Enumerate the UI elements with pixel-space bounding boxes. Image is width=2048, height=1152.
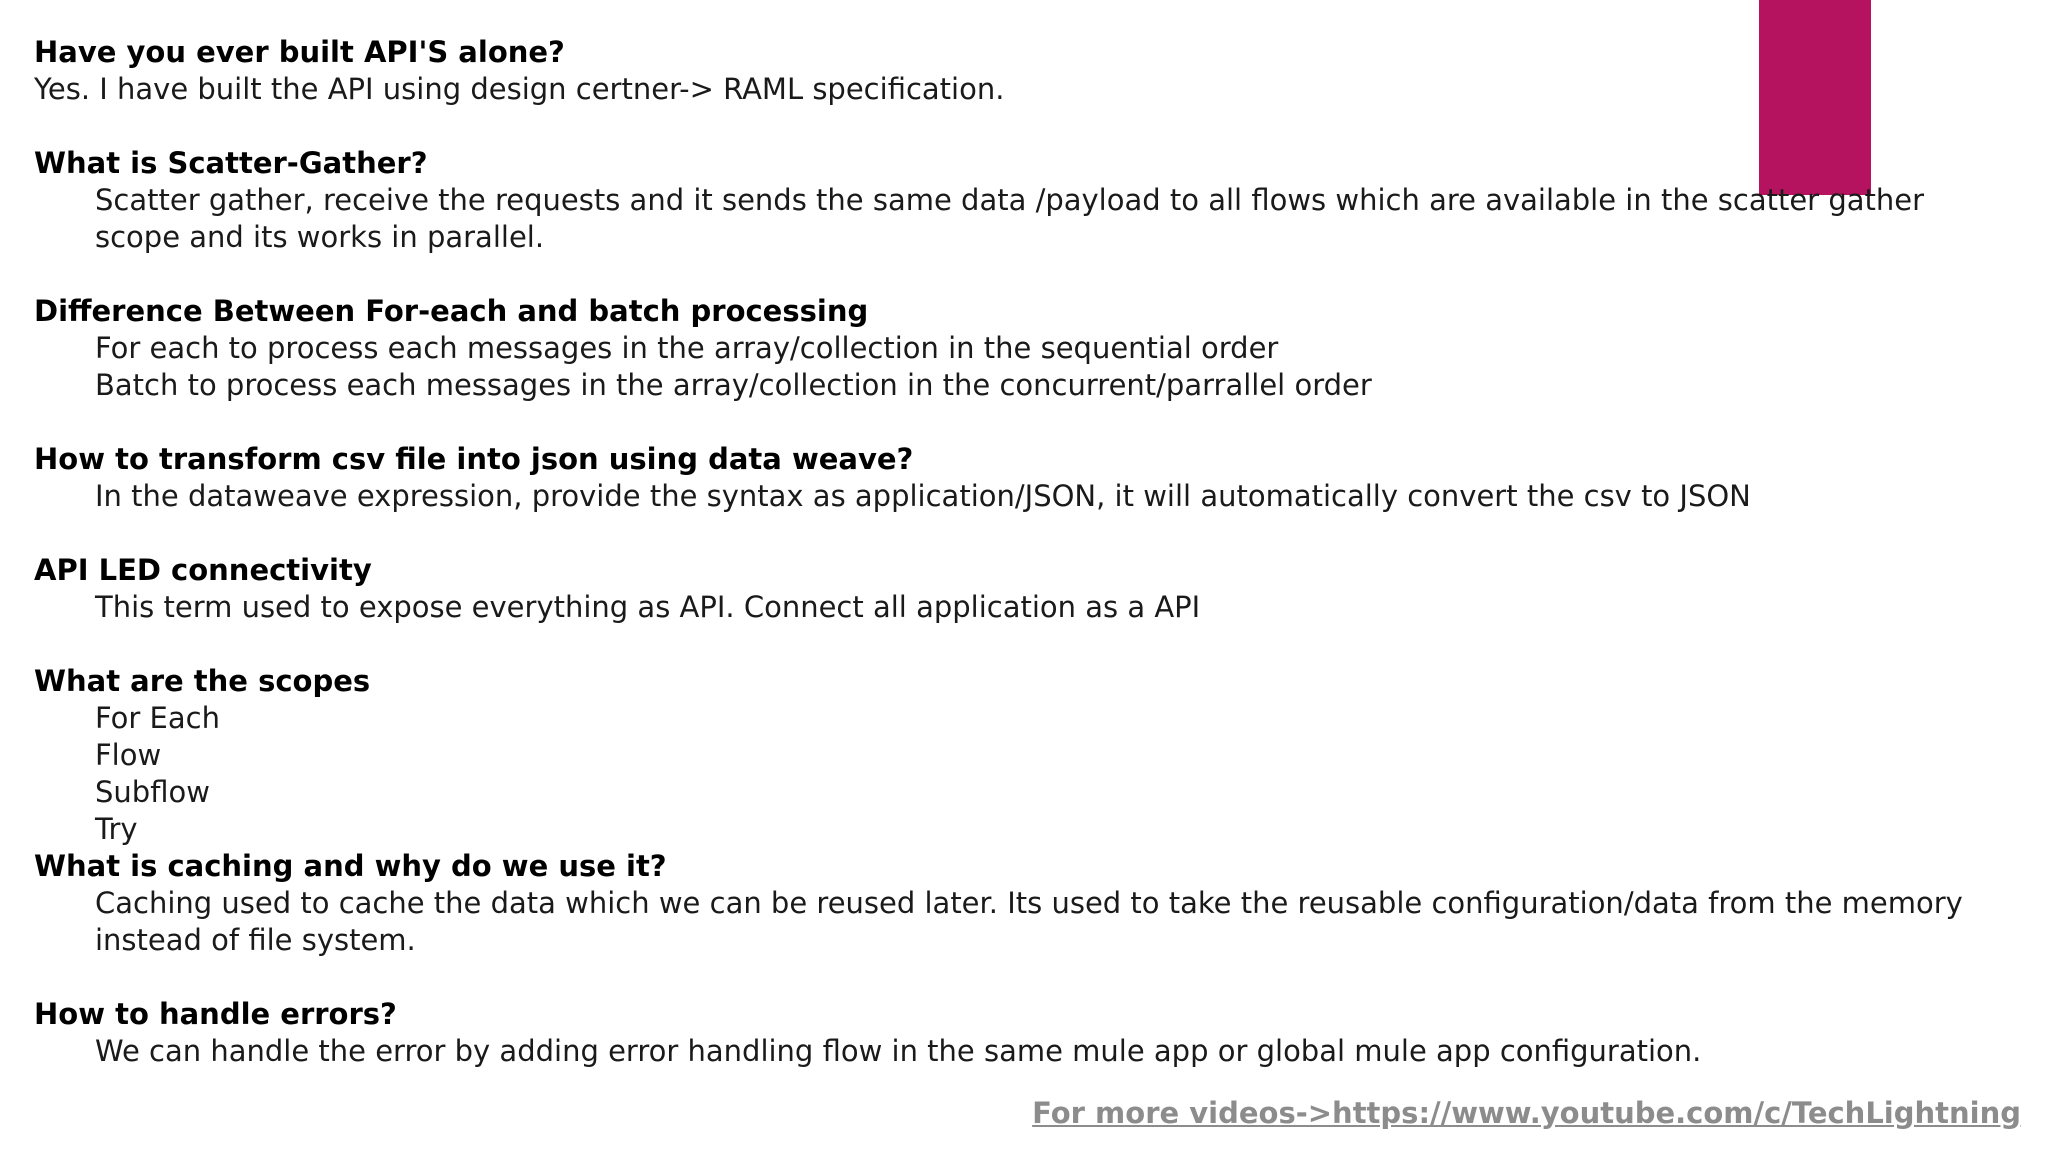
answer-text: Batch to process each messages in the array/collection in the concurrent/parrallel order <box>95 368 1372 402</box>
answer-text: We can handle the error by adding error handling flow in the same mule app or global mule app configuration. <box>95 1034 1702 1068</box>
qa-block <box>34 34 1994 108</box>
spacer <box>34 959 1994 996</box>
scope-list-item: Try <box>95 812 138 846</box>
answer-text: Scatter gather, receive the requests and it sends the same data /payload to all flows which are available in the scatter gather scope and its works in parallel. <box>95 183 1925 254</box>
answer-text: For each to process each messages in the array/collection in the sequential order <box>95 331 1279 365</box>
question-heading: What are the scopes <box>34 664 371 698</box>
scope-list-item: For Each <box>95 701 220 735</box>
answer-text: Caching used to cache the data which we can be reused later. Its used to take the reusable configuration/data from the memory instead of file system. <box>95 886 1963 957</box>
spacer <box>34 626 1994 663</box>
spacer <box>34 256 1994 293</box>
qa-block <box>34 996 1994 1070</box>
answer-text: This term used to expose everything as API. Connect all application as a API <box>95 590 1201 624</box>
youtube-channel-link[interactable]: For more videos->https://www.youtube.com/c/TechLightning <box>1032 1096 2021 1130</box>
question-heading: Have you ever built API'S alone? <box>34 35 565 69</box>
question-heading: API LED connectivity <box>34 553 372 587</box>
spacer <box>34 515 1994 552</box>
qa-block <box>34 848 1994 959</box>
qa-block <box>34 145 1994 256</box>
qa-block <box>34 293 1994 404</box>
question-heading: How to handle errors? <box>34 997 397 1031</box>
spacer <box>34 108 1994 145</box>
qa-block <box>34 663 1994 848</box>
qa-content <box>34 34 1994 1070</box>
question-heading: What is caching and why do we use it? <box>34 849 667 883</box>
question-heading: What is Scatter-Gather? <box>34 146 428 180</box>
spacer <box>34 404 1994 441</box>
qa-block <box>34 552 1994 626</box>
scope-list-item: Subflow <box>95 775 210 809</box>
scope-list-item: Flow <box>95 738 162 772</box>
question-heading: How to transform csv file into json using data weave? <box>34 442 914 476</box>
qa-block <box>34 441 1994 515</box>
answer-text: In the dataweave expression, provide the syntax as application/JSON, it will automatically convert the csv to JSON <box>95 479 1751 513</box>
answer-text: Yes. I have built the API using design certner-> RAML specification. <box>34 72 1005 106</box>
question-heading: Difference Between For-each and batch processing <box>34 294 869 328</box>
